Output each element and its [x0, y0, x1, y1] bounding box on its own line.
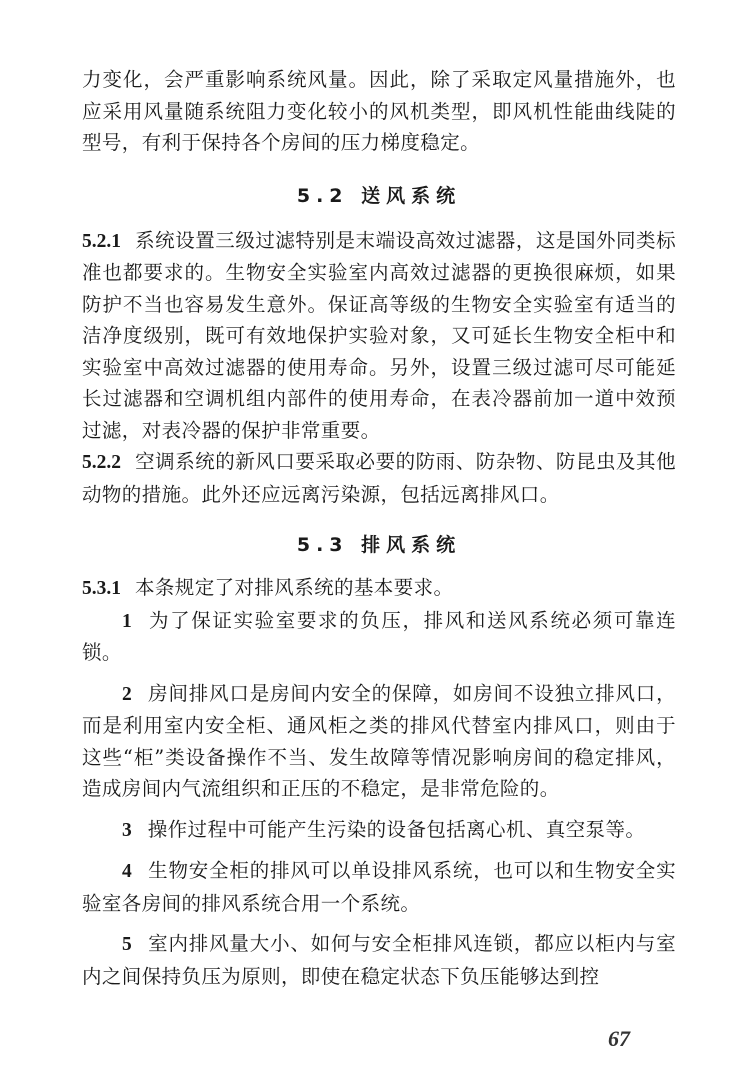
item-number: 1 — [122, 610, 132, 632]
item-text: 室内排风量大小、如何与安全柜排风连锁，都应以柜内与室内之间保持负压为原则，即使在稳定状态下负压能够达到控 — [82, 932, 676, 988]
clause-number: 5.2.2 — [82, 452, 121, 473]
item-1 — [82, 605, 676, 669]
item-text: 操作过程中可能产生污染的设备包括离心机、真空泵等。 — [147, 817, 646, 841]
intro-paragraph: 力变化，会严重影响系统风量。因此，除了采取定风量措施外，也应采用风量随系统阻力变化较小的风机类型，即风机性能曲线陡的型号，有利于保持各个房间的压力梯度稳定。 — [82, 68, 676, 154]
item-5 — [82, 928, 676, 992]
clause-5-2-1 — [82, 225, 676, 447]
section-5-2-heading: 5.2 送风系统 — [296, 184, 462, 207]
clause-text: 系统设置三级过滤特别是末端设高效过滤器，这是国外同类标准也都要求的。生物安全实验室内高效过滤器的更换很麻烦，如果防护不当也容易发生意外。保证高等级的生物安全实验室有适当的洁净度级别，既可有效地保护实验对象，又可延长生物安全柜中和实验室中高效过滤器的使用寿命。另外，设置三级过滤可尽可能延长过滤器和空调机组内部件的使用寿命，在表冷器前加一道中效预过滤，对表冷器的保护非常重要。 — [82, 228, 676, 442]
document-page — [82, 64, 676, 992]
item-3 — [82, 814, 676, 847]
item-number: 5 — [122, 934, 132, 955]
item-number: 4 — [122, 861, 132, 882]
item-text: 为了保证实验室要求的负压，排风和送风系统必须可靠连锁。 — [82, 608, 676, 664]
item-2 — [82, 678, 676, 805]
clause-number: 5.2.1 — [82, 230, 121, 252]
clause-text: 空调系统的新风口要采取必要的防雨、防杂物、防昆虫及其他动物的措施。此外还应远离污染源，包括远离排风口。 — [82, 450, 676, 506]
page-number: 67 — [608, 1026, 630, 1051]
clause-text: 本条规定了对排风系统的基本要求。 — [135, 576, 454, 599]
item-number: 2 — [122, 683, 132, 705]
item-text: 生物安全柜的排风可以单设排风系统，也可以和生物安全实验室各房间的排风系统合用一个系统。 — [82, 859, 676, 915]
item-text: 房间排风口是房间内安全的保障，如房间不设独立排风口，而是利用室内安全柜、通风柜之类的排风代替室内排风口，则由于这些“柜”类设备操作不当、发生故障等情况影响房间的稳定排风，造成房间内气流组织和正压的不稳定，是非常危险的。 — [82, 681, 676, 800]
clause-number: 5.3.1 — [82, 578, 121, 599]
clause-5-3-1 — [82, 572, 676, 605]
clause-5-2-2 — [82, 446, 676, 510]
item-4 — [82, 855, 676, 919]
item-number: 3 — [122, 819, 132, 841]
section-5-3-heading: 5.3 排风系统 — [296, 534, 462, 556]
